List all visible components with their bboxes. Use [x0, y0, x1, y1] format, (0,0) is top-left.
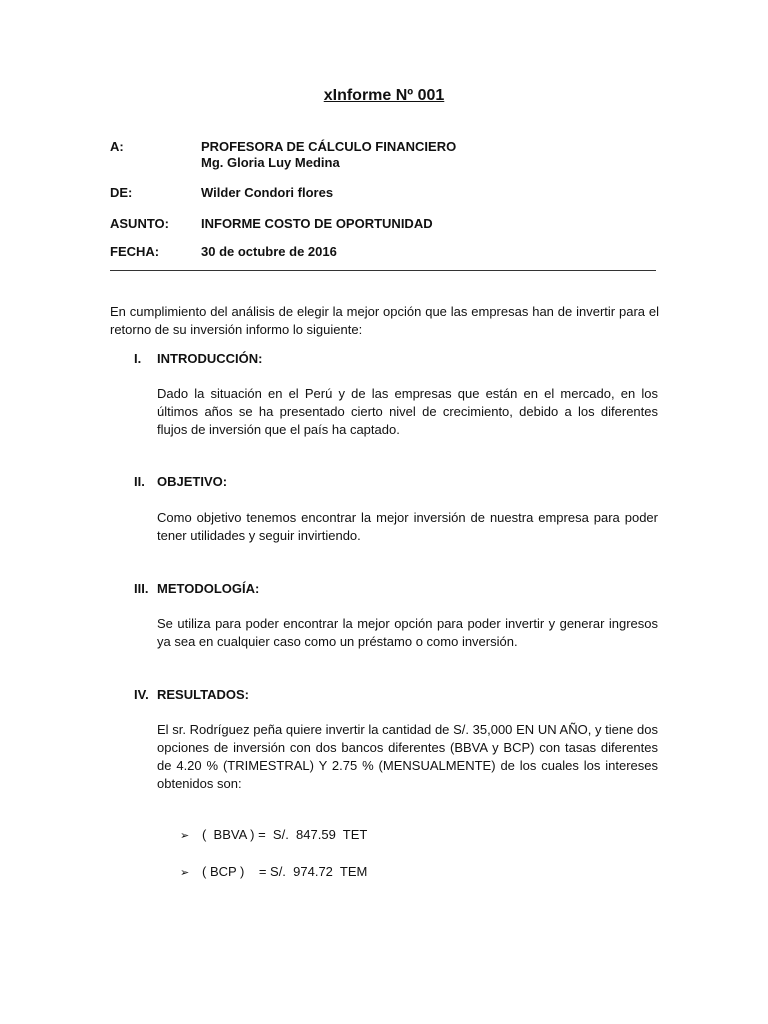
header-divider — [110, 270, 656, 271]
header-date-value: 30 de octubre de 2016 — [201, 244, 337, 259]
arrow-bullet-icon: ➢ — [180, 829, 190, 842]
header-subject-label: ASUNTO: — [110, 216, 169, 231]
section-heading-resultados — [134, 686, 249, 704]
section-body-introduccion: Dado la situación en el Perú y de las empresas que están en el mercado, en los últimos años se ha presentado cierto nivel de crecimiento, debido a los diferentes flujos de inversión que el país ha captado. — [157, 386, 658, 437]
section-heading-objetivo — [134, 473, 227, 491]
bullet-text: ( BCP ) = S/. 974.72 TEM — [202, 864, 368, 879]
result-bullet-bcp — [180, 863, 367, 882]
section-title: METODOLOGÍA: — [157, 581, 260, 596]
intro-paragraph: En cumplimiento del análisis de elegir la mejor opción que las empresas han de invertir para el retorno de su inversión informo lo siguiente: — [110, 304, 659, 337]
section-title: RESULTADOS: — [157, 687, 249, 702]
section-body-objetivo: Como objetivo tenemos encontrar la mejor inversión de nuestra empresa para poder tener utilidades y seguir invirtiendo. — [157, 510, 658, 543]
result-bullet-bbva — [180, 826, 367, 845]
section-title: OBJETIVO: — [157, 474, 228, 489]
header-to-line2: Mg. Gloria Luy Medina — [201, 155, 340, 170]
section-title: INTRODUCCIÓN: — [157, 351, 263, 366]
section-number: III. — [134, 581, 149, 596]
header-from-value: Wilder Condori flores — [201, 185, 334, 200]
arrow-bullet-icon: ➢ — [180, 866, 190, 879]
section-number: IV. — [134, 687, 149, 702]
section-body-metodologia: Se utiliza para poder encontrar la mejor opción para poder invertir y generar ingresos ya sea en cualquier caso como un préstamo o como inversión. — [157, 616, 658, 649]
header-to-line1: PROFESORA DE CÁLCULO FINANCIERO — [201, 139, 457, 154]
bullet-text: ( BBVA ) = S/. 847.59 TET — [202, 827, 368, 842]
header-from-label: DE: — [110, 185, 133, 200]
section-body-resultados: El sr. Rodríguez peña quiere invertir la cantidad de S/. 35,000 EN UN AÑO, y tiene dos opciones de inversión con dos bancos diferentes (BBVA y BCP) con tasas diferentes de 4.20 % (TRIMESTRAL) Y 2.75 % (MENSUALMENTE) de los cuales los intereses obtenidos son: — [157, 722, 658, 791]
section-heading-introduccion — [134, 350, 262, 368]
header-date-label: FECHA: — [110, 244, 160, 259]
section-number: I. — [134, 351, 142, 366]
section-heading-metodologia — [134, 580, 259, 598]
document-title: xInforme Nº 001 — [323, 87, 445, 104]
header-to-label: A: — [110, 139, 124, 154]
section-number: II. — [134, 474, 145, 489]
header-subject-value: INFORME COSTO DE OPORTUNIDAD — [201, 216, 433, 231]
